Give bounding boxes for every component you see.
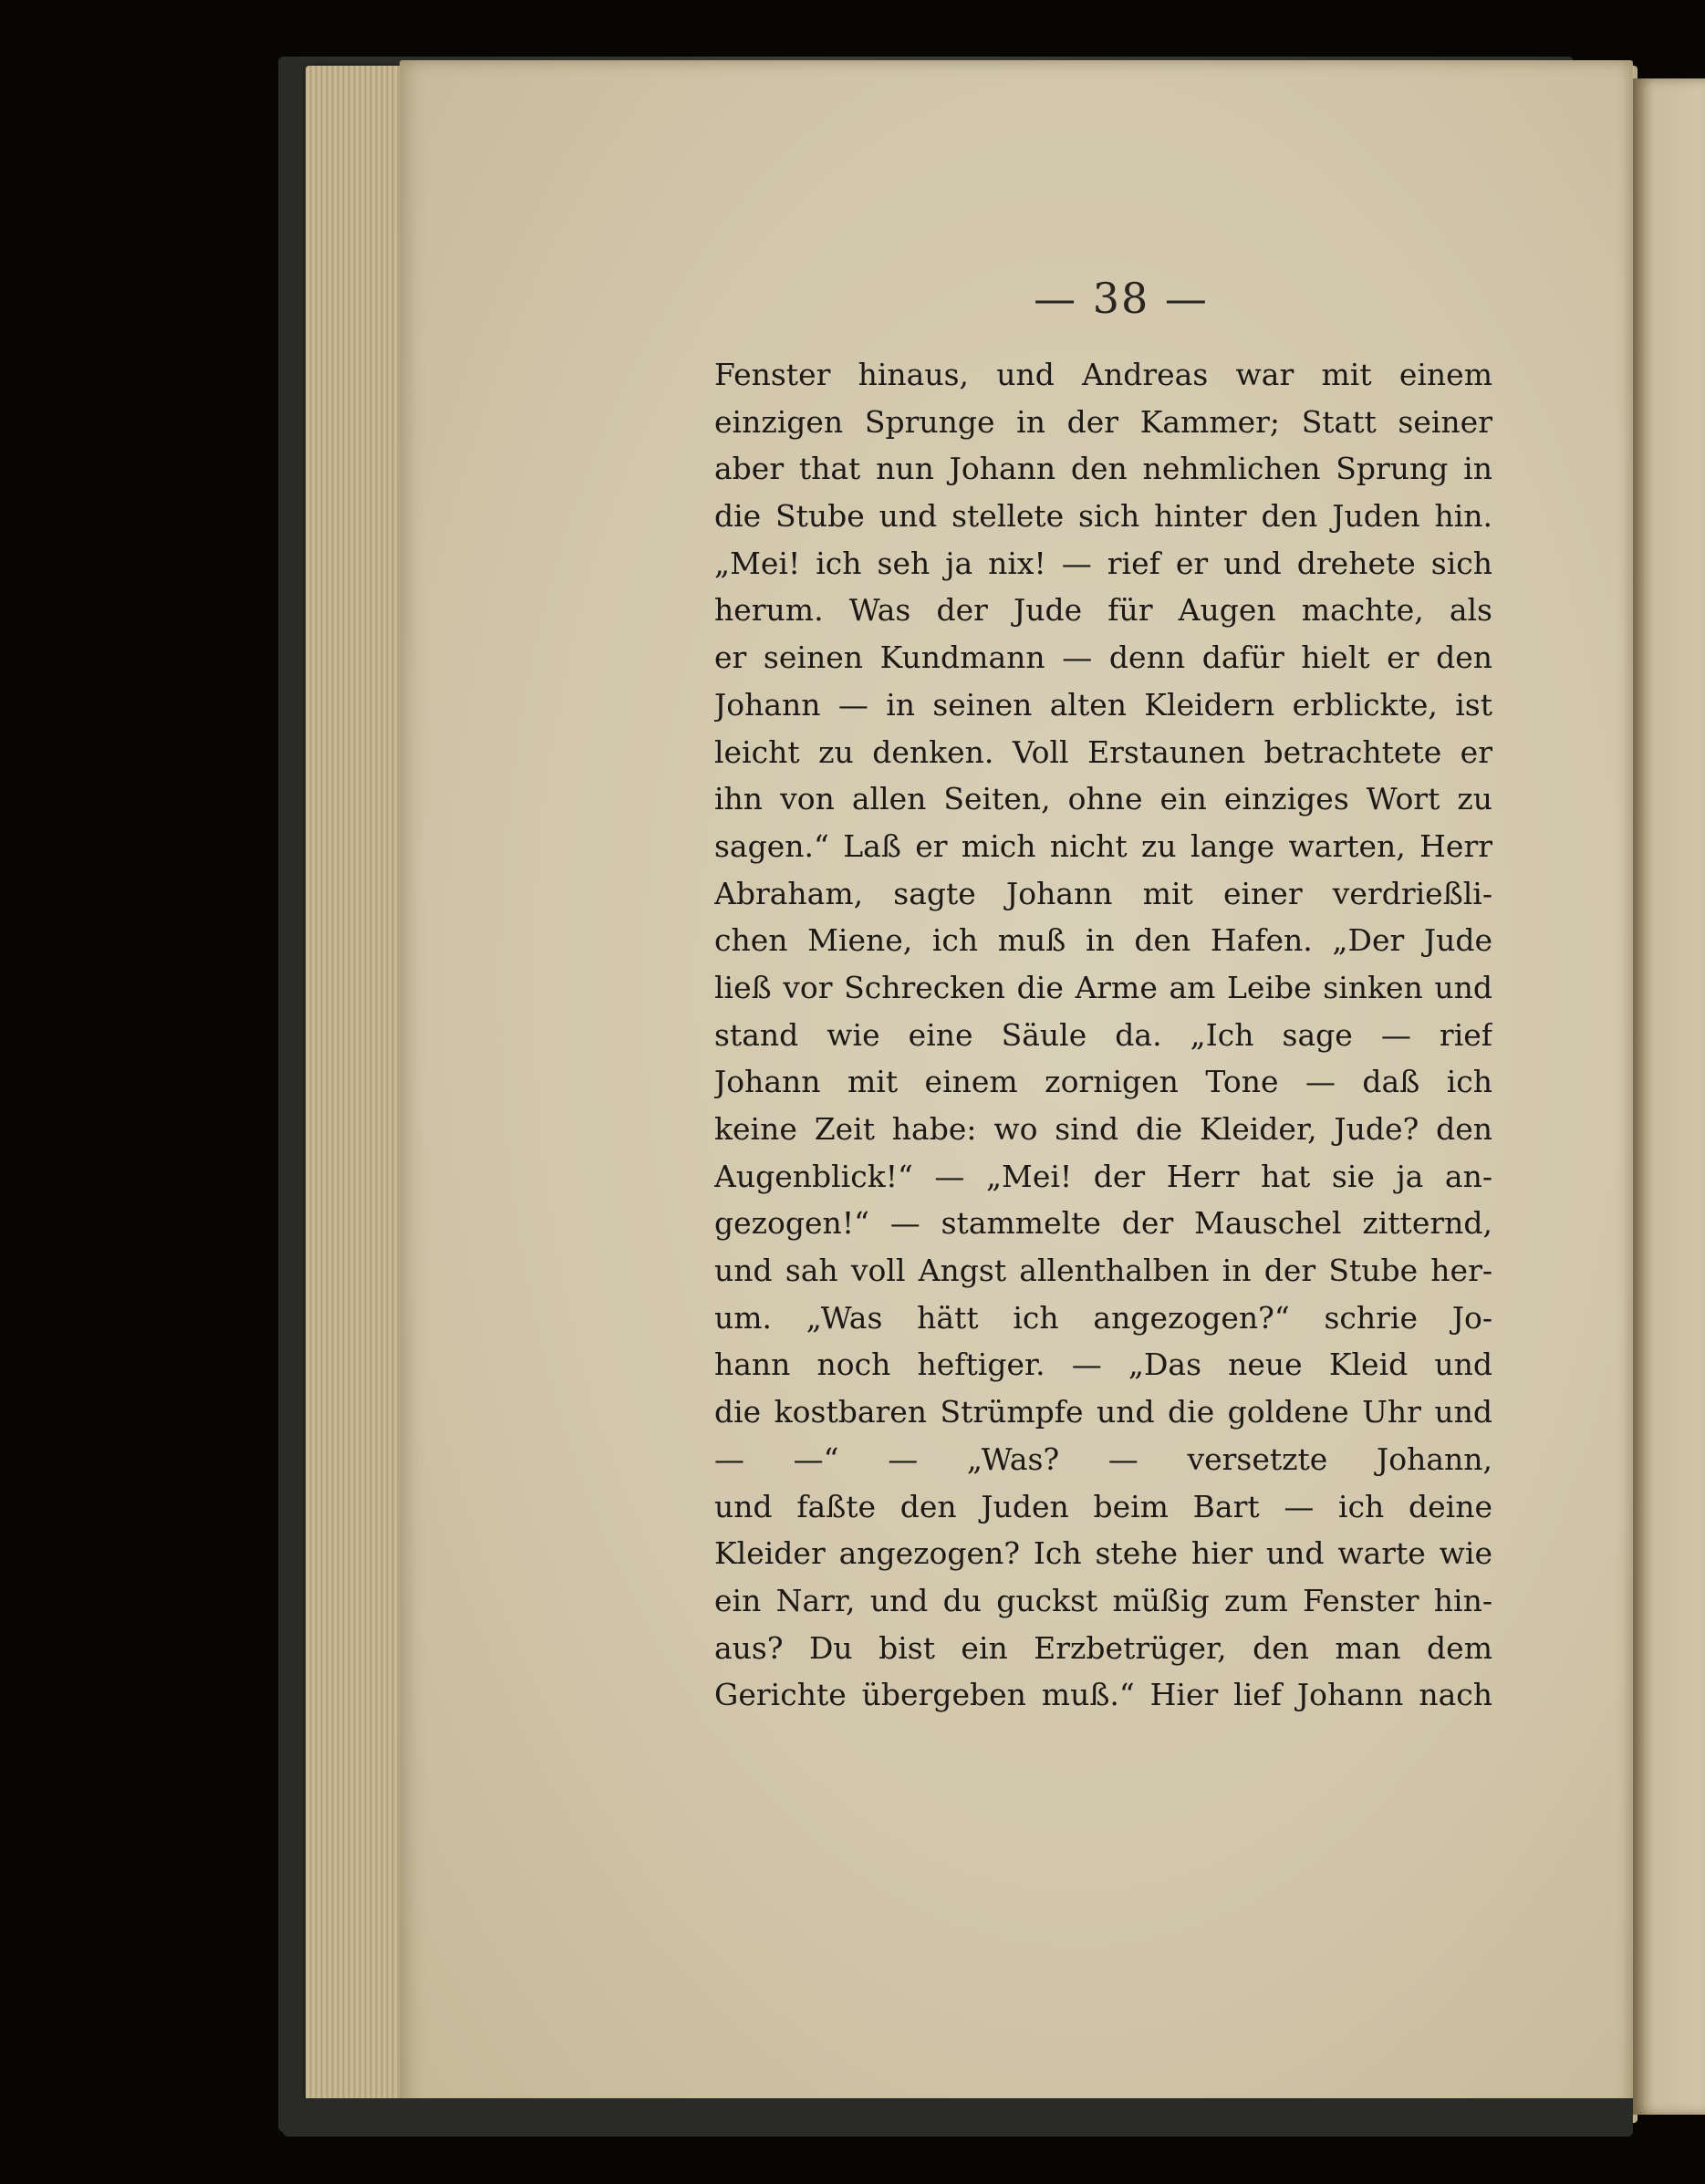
text-line: Johann — in seinen alten Kleidern erblickte, ist xyxy=(714,686,1492,723)
text-line: Johann mit einem zornigen Tone — daß ich xyxy=(714,1064,1492,1100)
text-line: aber that nun Johann den nehmlichen Sprung in xyxy=(714,451,1492,487)
text-line: einzigen Sprunge in der Kammer; Statt seiner xyxy=(714,403,1492,440)
text-line: die Stube und stellete sich hinter den Juden hin. xyxy=(714,498,1492,535)
text-line: keine Zeit habe: wo sind die Kleider, Jude? den xyxy=(714,1111,1492,1147)
text-line: hann noch heftiger. — „Das neue Kleid und xyxy=(714,1347,1492,1383)
text-line: die kostbaren Strümpfe und die goldene Uhr und xyxy=(714,1394,1492,1430)
text-line: gezogen!“ — stammelte der Mauschel zitternd, xyxy=(714,1205,1492,1242)
text-line: Fenster hinaus, und Andreas war mit einem xyxy=(714,357,1492,392)
page-number: — 38 — xyxy=(1034,274,1209,323)
text-line: und faßte den Juden beim Bart — ich deine xyxy=(714,1488,1492,1524)
text-line: um. „Was hätt ich angezogen?“ schrie Jo- xyxy=(714,1299,1492,1336)
text-line: sagen.“ Laß er mich nicht zu lange warten, Herr xyxy=(714,827,1492,864)
text-line: „Mei! ich seh ja nix! — rief er und drehete sich xyxy=(714,545,1492,581)
body-text xyxy=(714,351,1492,1719)
text-line: herum. Was der Jude für Augen machte, als xyxy=(714,592,1492,629)
text-line: Abraham, sagte Johann mit einer verdrießli- xyxy=(714,875,1492,911)
book-cover-bottom xyxy=(283,2098,1633,2137)
text-line: stand wie eine Säule da. „Ich sage — rief xyxy=(714,1016,1492,1053)
text-line: Kleider angezogen? Ich stehe hier und warte wie xyxy=(714,1535,1492,1572)
text-line: Gerichte übergeben muß.“ Hier lief Johann nach xyxy=(714,1677,1492,1713)
text-line: ein Narr, und du guckst müßig zum Fenster hin- xyxy=(714,1582,1492,1618)
text-line: er seinen Kundmann — denn dafür hielt er den xyxy=(714,640,1492,676)
text-line: ließ vor Schrecken die Arme am Leibe sinken und xyxy=(714,969,1492,1005)
text-line: ihn von allen Seiten, ohne ein einziges Wort zu xyxy=(714,781,1492,817)
text-line: — —“ — „Was? — versetzte Johann, xyxy=(714,1440,1492,1477)
text-line: leicht zu denken. Voll Erstaunen betrachtete er xyxy=(714,733,1492,770)
text-line: Augenblick!“ — „Mei! der Herr hat sie ja an- xyxy=(714,1158,1492,1194)
text-line: chen Miene, ich muß in den Hafen. „Der Jude xyxy=(714,922,1492,959)
text-line: aus? Du bist ein Erzbetrüger, den man dem xyxy=(714,1629,1492,1666)
text-line: und sah voll Angst allenthalben in der Stube her- xyxy=(714,1253,1492,1289)
facing-page-edge xyxy=(1633,78,1705,2115)
